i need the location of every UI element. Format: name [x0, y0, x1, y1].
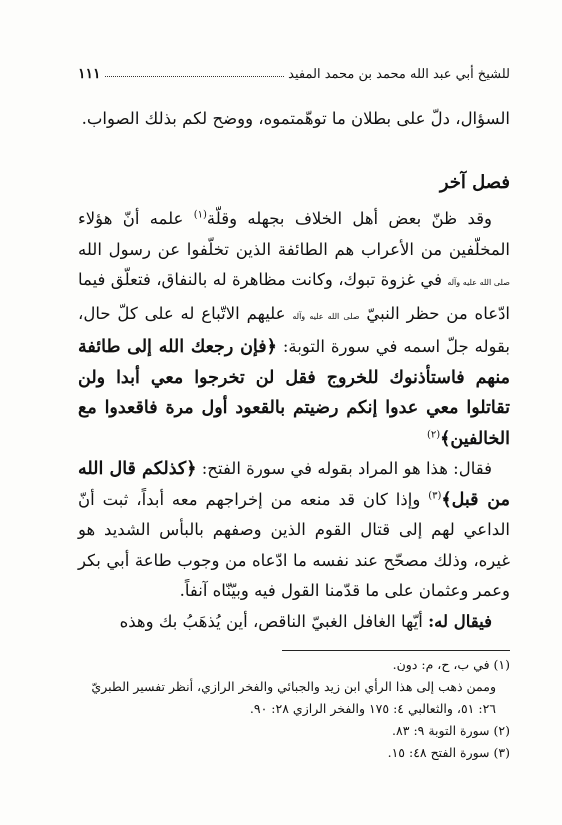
footnote-1: (١) في ب، ح، م: دون.: [392, 657, 510, 672]
footnote-2: (٢) سورة التوبة ٩: ٨٣.: [392, 723, 510, 738]
p1-text-4: عليهم الاتّباع له على كلّ حال، بقوله جلّ اسمه في سورة التوبة:: [78, 303, 510, 356]
footnote-3: (٣) سورة الفتح ٤٨: ١٥.: [387, 745, 510, 760]
footnote-marker-3: (٣): [428, 490, 442, 501]
p1-text-2: علمه أنّ هؤلاء المخلّفين من الأعراب هم الطائفة الذين تخلّفوا عن رسول الله: [78, 209, 510, 259]
honorific-2: صلى الله عليه وآله: [292, 311, 360, 321]
p3-text: أيّها الغافل الغبيّ الناقص، أين يُذهَبُ بك وهذه: [119, 611, 429, 631]
p3-lead: فيقال له:: [428, 611, 492, 631]
p1-text-3: في غزوة تبوك، وكانت مظاهرة له بالنفاق، فتعلّق فيما ادّعاه من حظر النبيّ: [78, 270, 511, 323]
intro-text: السؤال، دلّ على بطلان ما توهّمتموه، ووضح لكم بذلك الصواب.: [81, 109, 510, 128]
footnote-1-note-b: ٢٦: ٥١، والثعالبي ٤: ١٧٥ والفخر الرازي ٢٨: ٩٠.: [249, 701, 496, 716]
p1-text-1: وقد ظنّ بعض أهل الخلاف بجهله وقلّة: [206, 209, 492, 228]
running-title: للشيخ أبي عبد الله محمد بن محمد المفيد: [288, 67, 510, 82]
header-dotted-leader: [105, 76, 285, 77]
footnote-separator: [282, 650, 510, 651]
footnote-marker-1: (١): [193, 209, 207, 221]
main-text: [78, 204, 510, 637]
footnotes: [78, 654, 510, 764]
quran-verse-1: ﴿فإن رجعك الله إلى طائفة منهم فاستأذنوك للخروج فقل لن تخرجوا معي أبدا ولن تقاتلوا معي عدوا إنكم رضيتم بالقعود أول مرة فاقعدوا مع الخالفين﴾: [78, 337, 510, 449]
p2-text-1: فقال: هذا هو المراد بقوله في سورة الفتح:: [196, 459, 492, 478]
p2-text-2: وإذا كان قد منعه من إخراجهم معه أبداً، ثبت أنّ الداعي لهم إلى قتال القوم الذين وصفهم بالبأس الشديد هو غيره، وذلك مصحّح عند نفسه ما ادّعاه من وجوب طاعة أبي بكر وعمر وعثمان على ما قدّمنا القول فيه وبيّنّاه آنفاً.: [78, 489, 510, 600]
paragraph-3: [78, 607, 510, 638]
footnote-marker-2: (٢): [426, 429, 441, 440]
honorific-1: صلى الله عليه وآله: [447, 278, 510, 287]
paragraph-1: [78, 204, 510, 454]
page-header: [78, 58, 510, 82]
section-heading: فصل آخر: [439, 172, 510, 193]
paragraph-2: [78, 454, 510, 607]
intro-line: [78, 104, 510, 135]
footnote-1-note-a: وممن ذهب إلى هذا الرأي ابن زيد والجبائي والفخر الرازي، أنظر تفسير الطبريّ: [91, 679, 496, 694]
page-number: ١١١: [78, 66, 101, 82]
quran-verse-2: ﴿كذلكم قال الله من قبل﴾: [78, 459, 510, 510]
